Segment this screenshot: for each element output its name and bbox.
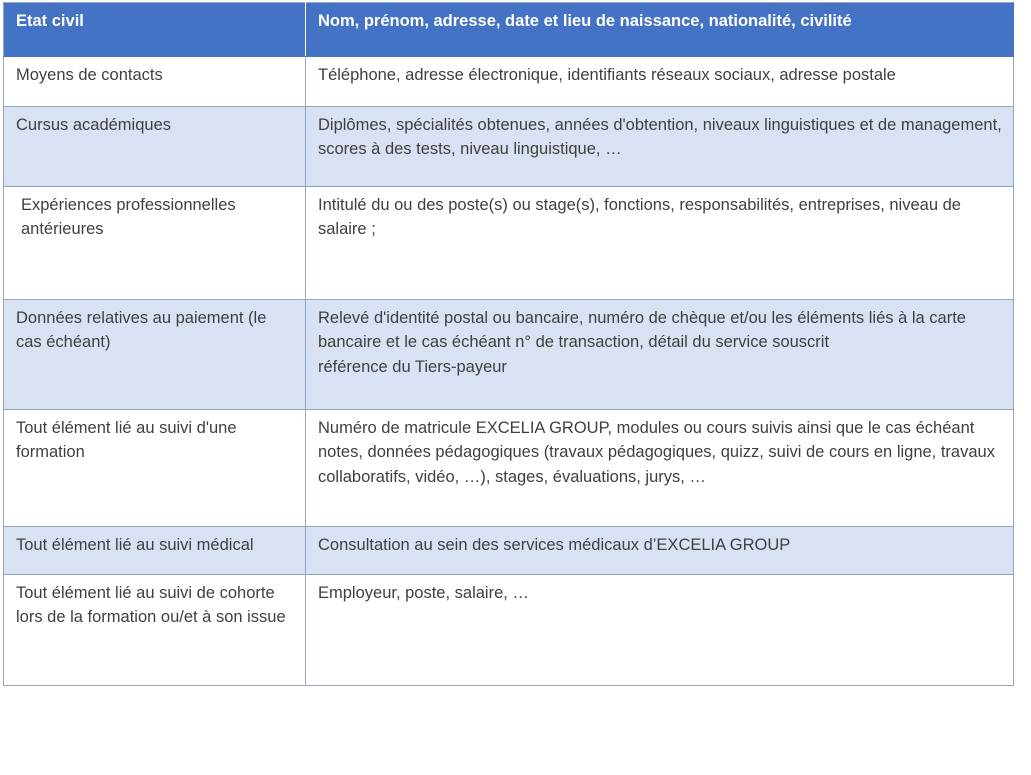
- cell-category: Données relatives au paiement (le cas échéant): [4, 300, 306, 410]
- cell-details: Téléphone, adresse électronique, identifiants réseaux sociaux, adresse postale: [306, 57, 1014, 107]
- table-row: [4, 187, 1014, 300]
- table-row: [4, 527, 1014, 575]
- cell-details: Consultation au sein des services médicaux d’EXCELIA GROUP: [306, 527, 1014, 575]
- cell-details: [306, 300, 1014, 410]
- header-cell-category: Etat civil: [4, 3, 306, 57]
- table-row: [4, 575, 1014, 686]
- cell-details: Employeur, poste, salaire, …: [306, 575, 1014, 686]
- cell-details: Numéro de matricule EXCELIA GROUP, modules ou cours suivis ainsi que le cas échéant notes, données pédagogiques (travaux pédagogiques, quizz, suivi de cours en ligne, travaux collaboratifs, vidéo, …), stages, évaluations, jurys, …: [306, 410, 1014, 527]
- cell-details: Intitulé du ou des poste(s) ou stage(s), fonctions, responsabilités, entreprises, niveau de salaire ;: [306, 187, 1014, 300]
- table-row: [4, 410, 1014, 527]
- cell-category: Tout élément lié au suivi de cohorte lors de la formation ou/et à son issue: [4, 575, 306, 686]
- cell-details-line: référence du Tiers-payeur: [318, 357, 507, 376]
- cell-category: Expériences professionnelles antérieures: [4, 187, 306, 300]
- header-cell-details: Nom, prénom, adresse, date et lieu de naissance, nationalité, civilité: [306, 3, 1014, 57]
- personal-data-categories-table: [3, 2, 1014, 686]
- table-row: [4, 57, 1014, 107]
- cell-category: Tout élément lié au suivi médical: [4, 527, 306, 575]
- cell-category: Moyens de contacts: [4, 57, 306, 107]
- cell-category: Cursus académiques: [4, 107, 306, 187]
- table-header-row: [4, 3, 1014, 57]
- cell-details: Diplômes, spécialités obtenues, années d'obtention, niveaux linguistiques et de management, scores à des tests, niveau linguistique, …: [306, 107, 1014, 187]
- table-row: [4, 107, 1014, 187]
- cell-details-line: Relevé d'identité postal ou bancaire, numéro de chèque et/ou les éléments liés à la carte bancaire et le cas échéant n° de transaction, détail du service souscrit: [318, 309, 966, 352]
- table-row: [4, 300, 1014, 410]
- cell-category: Tout élément lié au suivi d'une formation: [4, 410, 306, 527]
